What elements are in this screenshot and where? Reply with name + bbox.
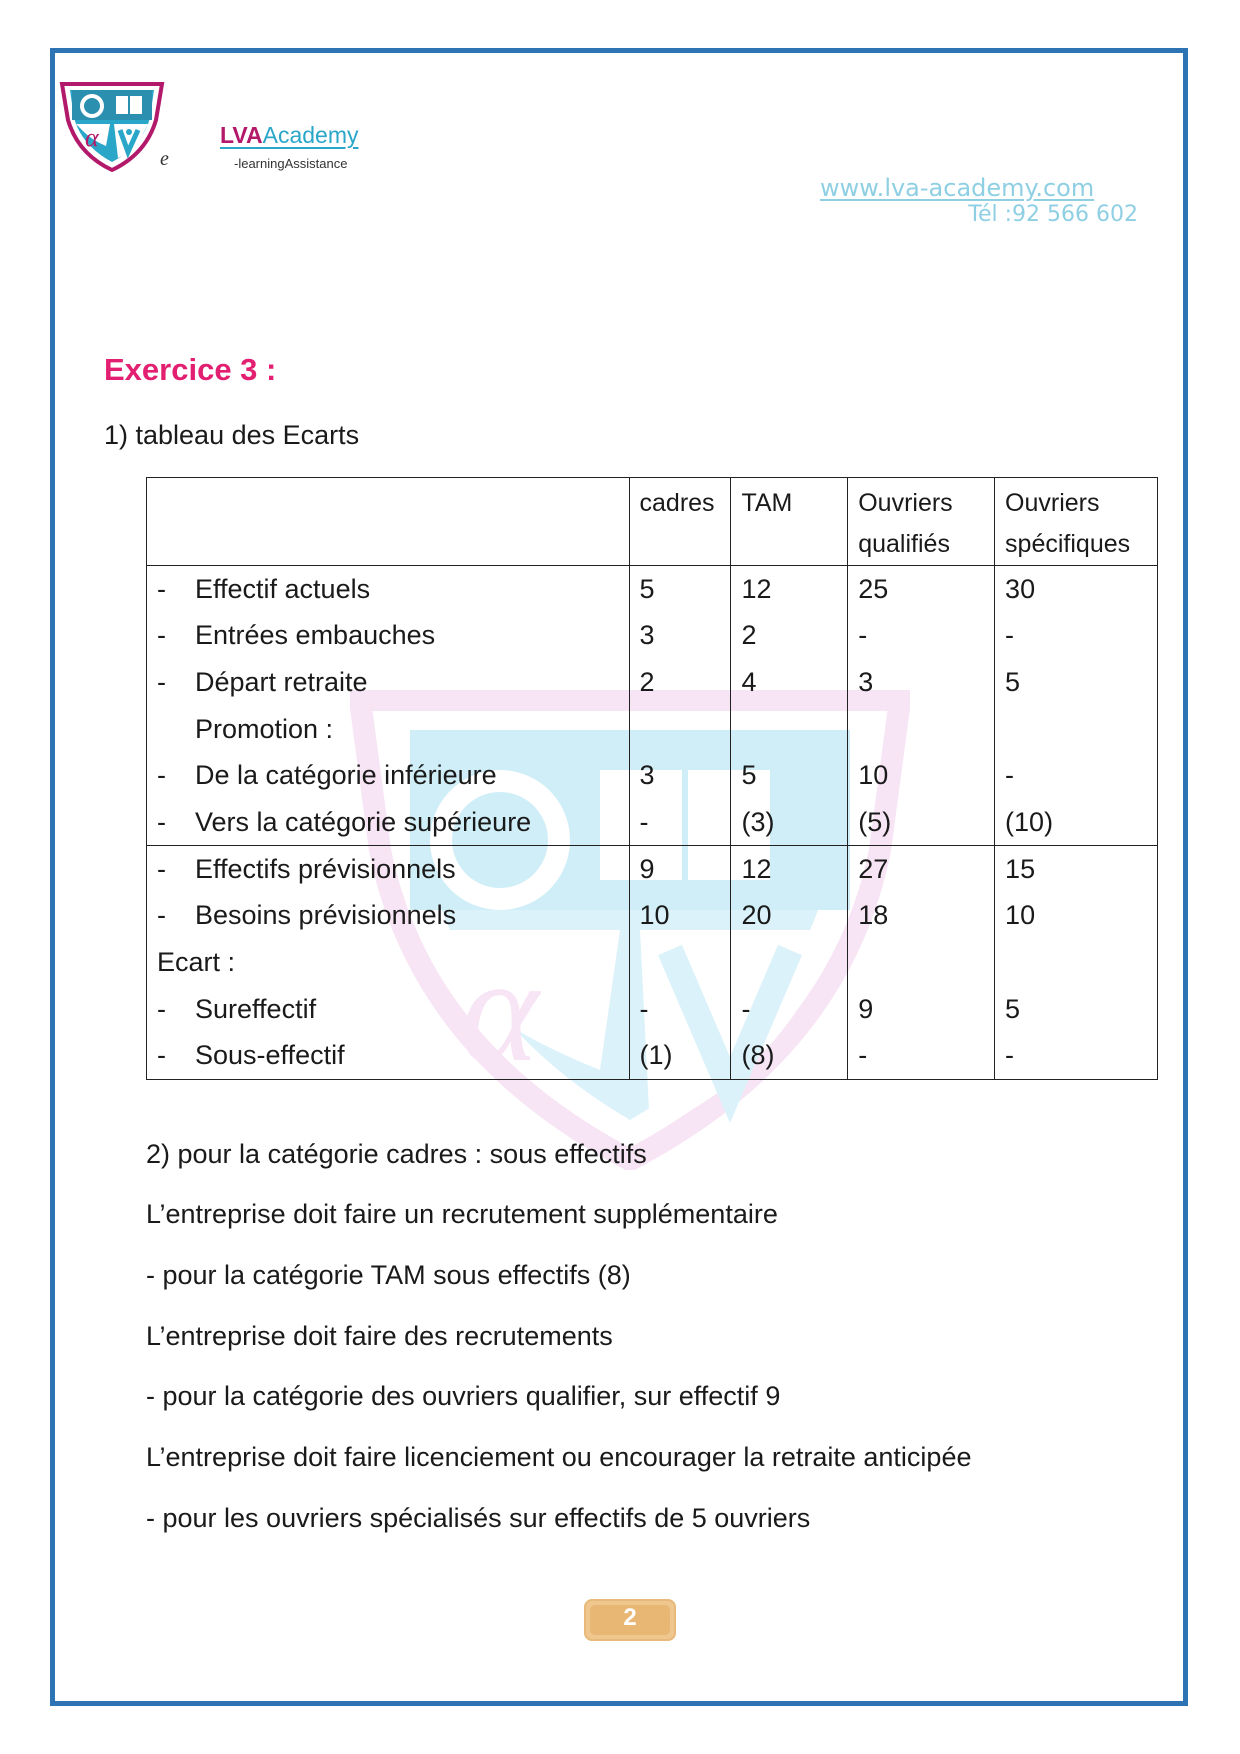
header-ouvriers-specifiques [995,478,1158,566]
cell-ouvriers-qualifies [848,939,995,986]
logo-letter: e [160,148,169,170]
cell-tam: 4 [731,659,848,706]
paragraph: - pour les ouvriers spécialisés sur effectifs de 5 ouvriers [146,1503,811,1533]
cell-ouvriers-specifiques: 5 [995,986,1158,1033]
cell-cadres: 3 [629,612,731,659]
exercise-subtitle: 1) tableau des Ecarts [104,420,360,450]
row-label-text: Départ retraite [195,666,368,697]
header-os-line1: Ouvriers [1005,489,1100,517]
cell-ouvriers-qualifies: (5) [848,799,995,846]
row-label [147,752,630,799]
table-row [147,706,1158,753]
row-label [147,846,630,893]
brand-name [220,122,358,149]
row-label [147,566,630,613]
exercise-title: Exercice 3 : [104,352,277,387]
cell-ouvriers-qualifies: 27 [848,846,995,893]
cell-tam: 12 [731,566,848,613]
row-dash: - [157,666,166,697]
cell-cadres [629,939,731,986]
row-label-text: Promotion : [195,713,334,744]
header-tam: TAM [731,478,848,566]
row-dash: - [157,993,166,1024]
brand-a: A [245,122,263,148]
phone-number: Tél :92 566 602 [968,202,1138,227]
cell-tam: 5 [731,752,848,799]
cell-ouvriers-specifiques: - [995,752,1158,799]
row-dash: - [157,620,166,651]
row-label-text: Sous-effectif [195,1040,345,1071]
row-label [147,1032,630,1079]
row-label [147,706,630,753]
row-label-text: Vers la catégorie supérieure [195,806,532,837]
paragraph: L’entreprise doit faire un recrutement supplémentaire [146,1199,778,1229]
cell-ouvriers-specifiques: - [995,1032,1158,1079]
cell-tam: - [731,986,848,1033]
ecarts-table [146,477,1158,1080]
cell-ouvriers-specifiques: - [995,612,1158,659]
row-label [147,986,630,1033]
row-label [147,659,630,706]
cell-cadres: - [629,799,731,846]
cell-ouvriers-qualifies: 3 [848,659,995,706]
brand-tagline: -learningAssistance [234,156,348,171]
table-row [147,986,1158,1033]
cell-cadres: (1) [629,1032,731,1079]
cell-ouvriers-specifiques: 30 [995,566,1158,613]
cell-ouvriers-specifiques: 10 [995,892,1158,939]
table-row [147,659,1158,706]
table-row [147,612,1158,659]
cell-tam: 20 [731,892,848,939]
row-dash: - [157,854,166,885]
cell-ouvriers-qualifies: 10 [848,752,995,799]
table-row [147,846,1158,893]
header-oq-line1: Ouvriers [858,489,953,517]
row-label-text: Sureffectif [195,993,317,1024]
cell-cadres: - [629,986,731,1033]
table-row [147,1032,1158,1079]
paragraph: L’entreprise doit faire des recrutements [146,1321,613,1351]
cell-cadres: 2 [629,659,731,706]
cell-ouvriers-qualifies [848,706,995,753]
cell-tam: (8) [731,1032,848,1079]
cell-ouvriers-qualifies: 18 [848,892,995,939]
cell-cadres [629,706,731,753]
cell-ouvriers-qualifies: 25 [848,566,995,613]
page-number: 2 [623,1604,637,1631]
header-os-line2: spécifiques [1005,530,1131,558]
cell-cadres: 5 [629,566,731,613]
cell-cadres: 9 [629,846,731,893]
row-dash: - [157,1040,166,1071]
cell-tam: 2 [731,612,848,659]
row-label [147,799,630,846]
cell-ouvriers-qualifies: - [848,1032,995,1079]
table-row [147,892,1158,939]
cell-ouvriers-specifiques: (10) [995,799,1158,846]
cell-tam: 12 [731,846,848,893]
lva-shield-logo-icon [58,80,166,172]
table-row [147,566,1158,613]
brand-academy: Academy [262,122,359,148]
header-ouvriers-qualifies [848,478,995,566]
row-dash: - [157,900,166,931]
website-link[interactable]: www.lva-academy.com [820,174,1095,202]
row-label-text: Effectifs prévisionnels [195,854,456,885]
row-label-text: De la catégorie inférieure [195,760,497,791]
cell-ouvriers-qualifies: 9 [848,986,995,1033]
cell-ouvriers-specifiques: 5 [995,659,1158,706]
cell-ouvriers-specifiques [995,939,1158,986]
row-dash: - [157,574,166,604]
paragraph: 2) pour la catégorie cadres : sous effectifs [146,1139,647,1169]
cell-cadres: 10 [629,892,731,939]
svg-text:α: α [85,123,99,152]
paragraph: L’entreprise doit faire licenciement ou encourager la retraite anticipée [146,1442,972,1472]
cell-tam [731,939,848,986]
cell-cadres: 3 [629,752,731,799]
row-label [147,939,630,986]
header-oq-line2: qualifiés [858,530,950,558]
table-header-row [147,478,1158,566]
row-dash: - [157,806,166,837]
brand-lv: LV [220,122,246,148]
paragraph: - pour la catégorie TAM sous effectifs (8) [146,1260,631,1290]
row-label-text: Ecart : [157,947,236,977]
table-row [147,799,1158,846]
row-label-text: Effectif actuels [195,574,371,604]
cell-ouvriers-specifiques [995,706,1158,753]
header-cadres: cadres [629,478,731,566]
cell-tam: (3) [731,799,848,846]
cell-ouvriers-qualifies: - [848,612,995,659]
svg-text:α: α [460,927,539,1093]
table-row [147,752,1158,799]
header-empty [147,478,630,566]
row-label [147,892,630,939]
paragraph: - pour la catégorie des ouvriers qualifier, sur effectif 9 [146,1381,781,1411]
cell-tam [731,706,848,753]
cell-ouvriers-specifiques: 15 [995,846,1158,893]
row-dash: - [157,760,166,791]
row-label-text: Entrées embauches [195,620,436,651]
row-label-text: Besoins prévisionnels [195,900,457,931]
row-label [147,612,630,659]
table-row [147,939,1158,986]
